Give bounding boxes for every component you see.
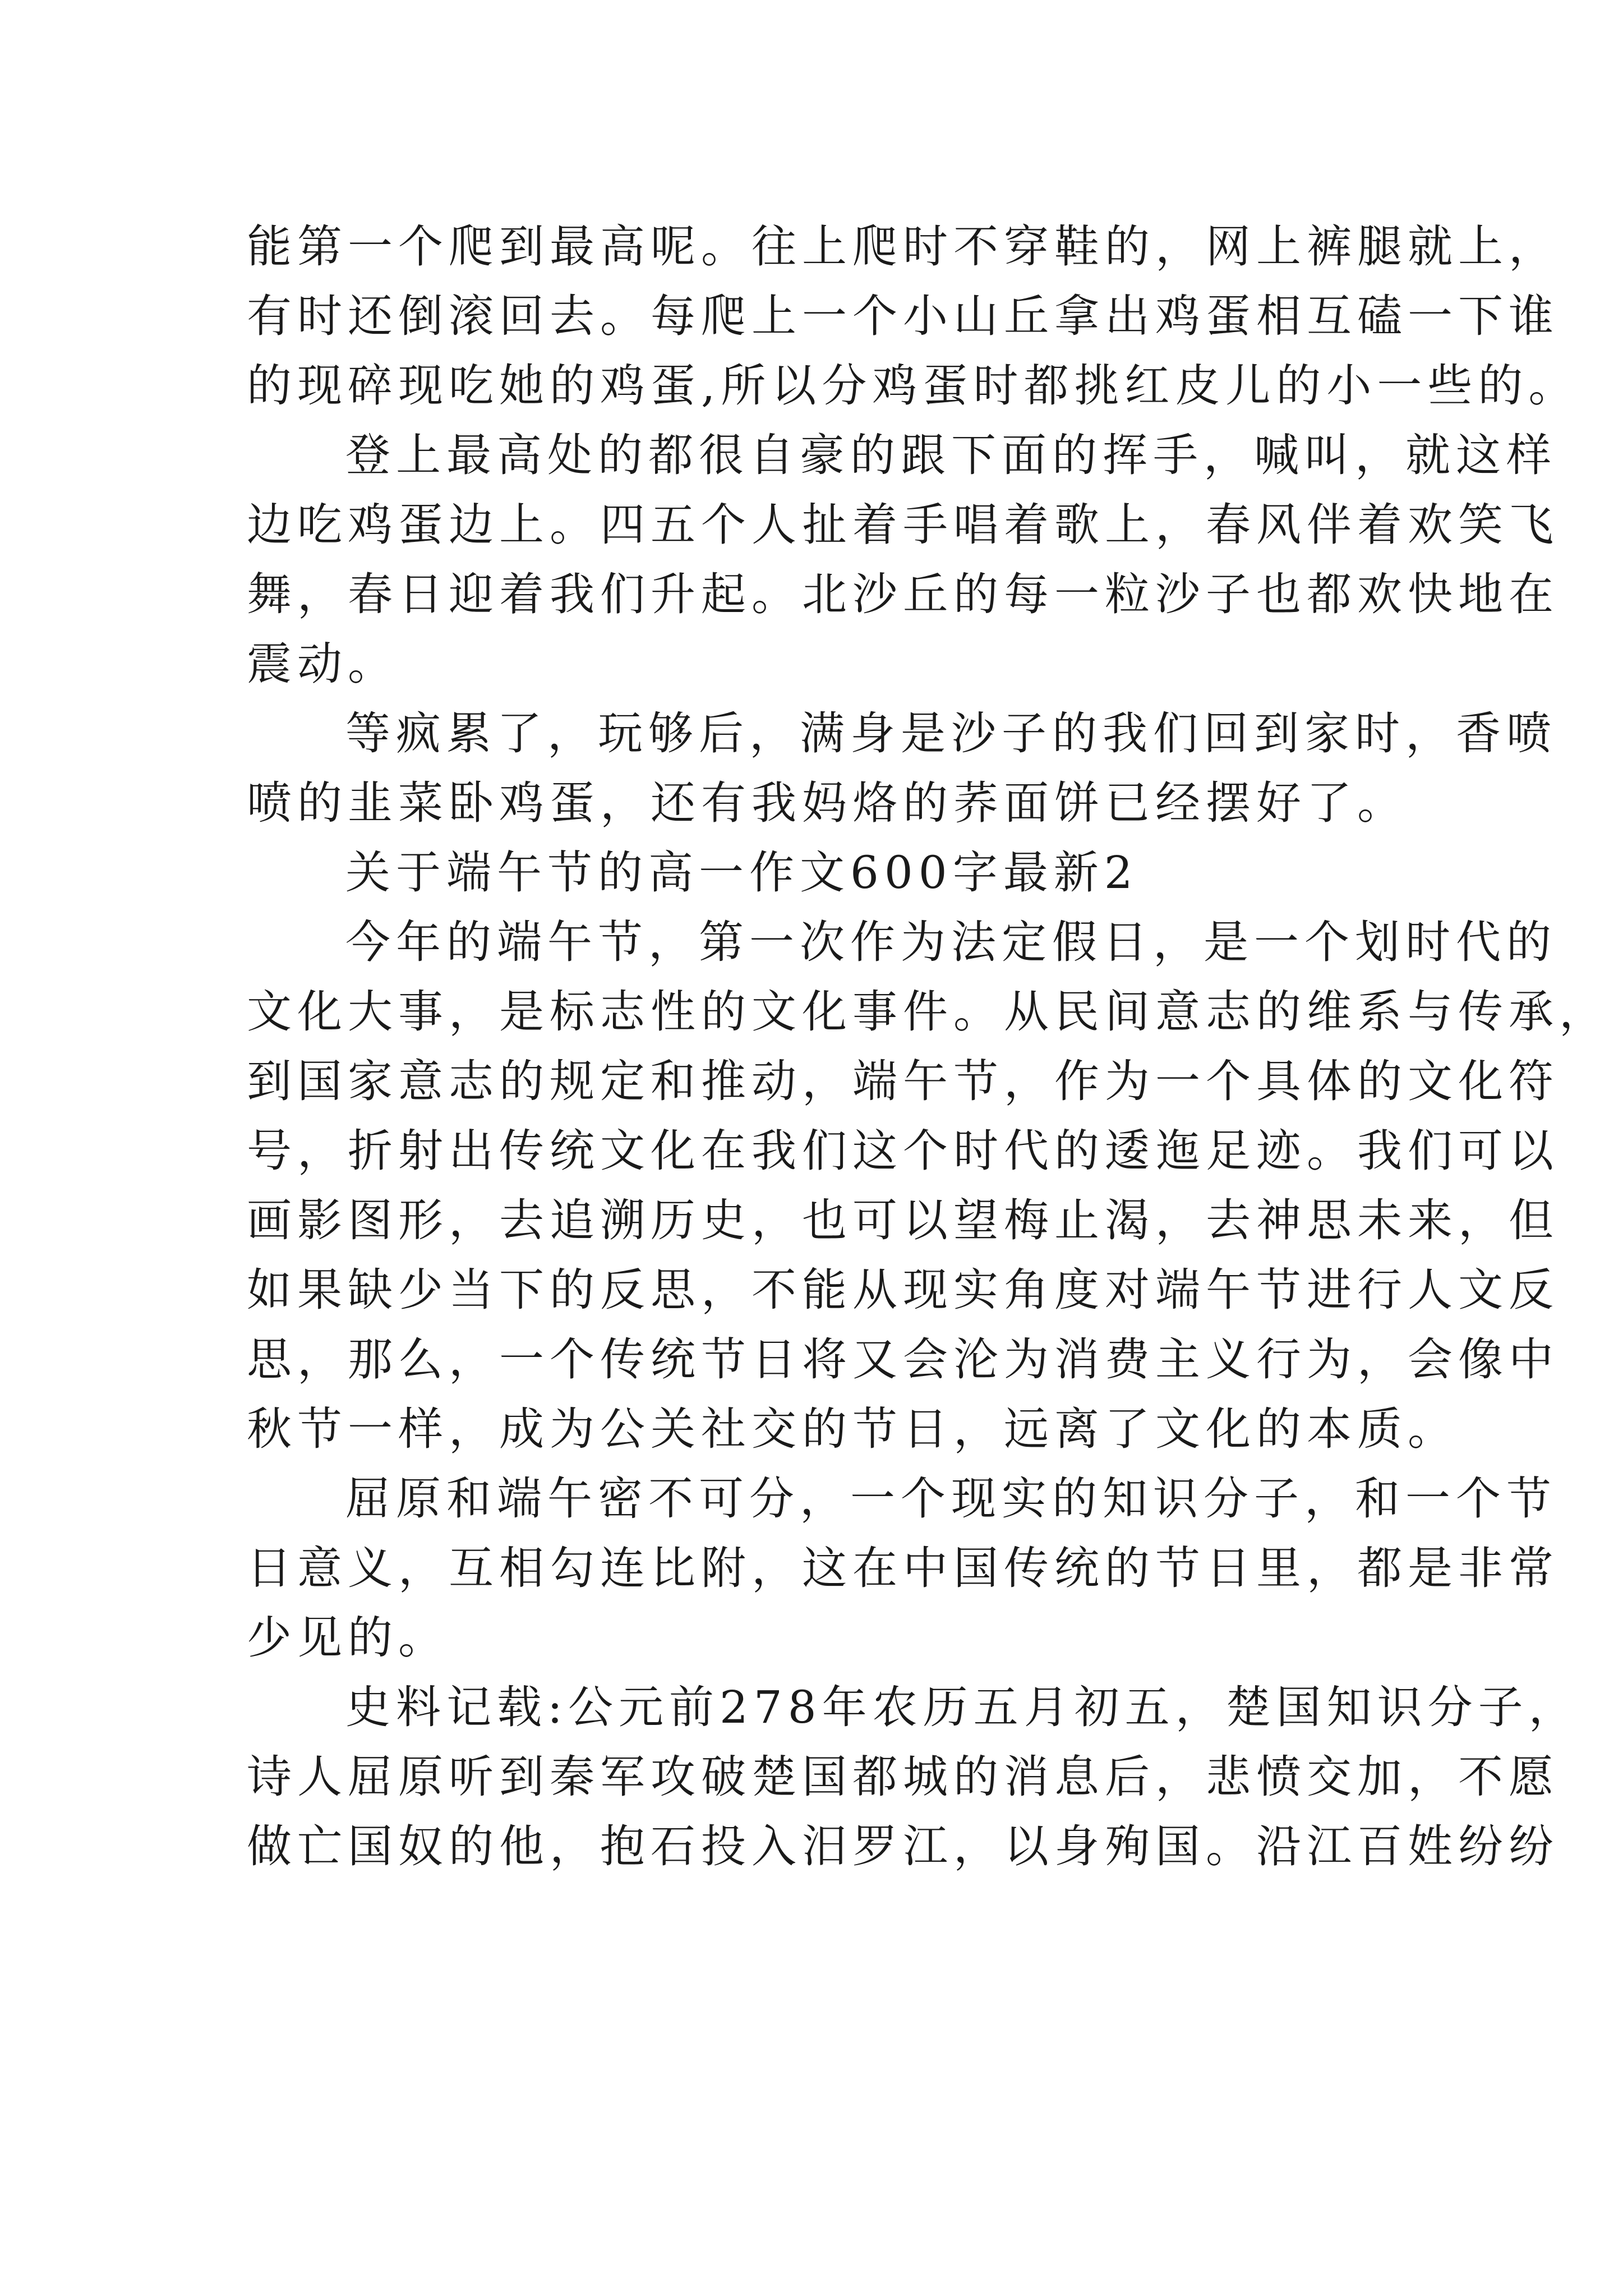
text-line: 喷的韭菜卧鸡蛋，还有我妈烙的荞面饼已经摆好了。: [247, 777, 1408, 829]
section-heading: 关于端午节的高一作文600字最新2: [345, 846, 1138, 899]
text-line: 能第一个爬到最高呢。往上爬时不穿鞋的，网上裤腿就上，: [247, 220, 1559, 273]
text-line: 有时还倒滚回去。每爬上一个小山丘拿出鸡蛋相互磕一下谁: [247, 290, 1559, 342]
text-line: 舞，春日迎着我们升起。北沙丘的每一粒沙子也都欢快地在: [247, 568, 1559, 620]
text-line: 的现碎现吃她的鸡蛋,所以分鸡蛋时都挑红皮儿的小一些的。: [247, 360, 1579, 412]
text-line: 少见的。: [247, 1612, 449, 1664]
text-line: 诗人屈原听到秦军攻破楚国都城的消息后，悲愤交加，不愿: [247, 1751, 1559, 1803]
text-line: 登上最高处的都很自豪的跟下面的挥手，喊叫，就这样: [345, 429, 1557, 481]
text-line: 史料记载:公元前278年农历五月初五，楚国知识分子，: [345, 1681, 1579, 1733]
text-line: 等疯累了，玩够后，满身是沙子的我们回到家时，香喷: [345, 707, 1557, 760]
text-line: 做亡国奴的他，抱石投入汨罗江，以身殉国。沿江百姓纷纷: [247, 1820, 1559, 1872]
text-line: 思，那么，一个传统节日将又会沦为消费主义行为，会像中: [247, 1333, 1559, 1386]
text-line: 画影图形，去追溯历史，也可以望梅止渴，去神思未来，但: [247, 1194, 1559, 1246]
text-line: 到国家意志的规定和推动，端午节，作为一个具体的文化符: [247, 1055, 1559, 1107]
text-line: 秋节一样，成为公关社交的节日，远离了文化的本质。: [247, 1403, 1458, 1455]
text-line: 如果缺少当下的反思，不能从现实角度对端午节进行人文反: [247, 1264, 1559, 1316]
text-line: 今年的端午节，第一次作为法定假日，是一个划时代的: [345, 916, 1557, 968]
text-line: 震动。: [247, 638, 398, 690]
text-line: 屈原和端午密不可分，一个现实的知识分子，和一个节: [345, 1473, 1557, 1525]
text-line: 边吃鸡蛋边上。四五个人扯着手唱着歌上，春风伴着欢笑飞: [247, 499, 1559, 551]
text-line: 号，折射出传统文化在我们这个时代的逶迤足迹。我们可以: [247, 1125, 1559, 1177]
document-body: [247, 212, 1610, 1881]
text-line: 文化大事，是标志性的文化事件。从民间意志的维系与传承，: [247, 986, 1610, 1038]
text-line: 日意义，互相勾连比附，这在中国传统的节日里，都是非常: [247, 1542, 1559, 1594]
